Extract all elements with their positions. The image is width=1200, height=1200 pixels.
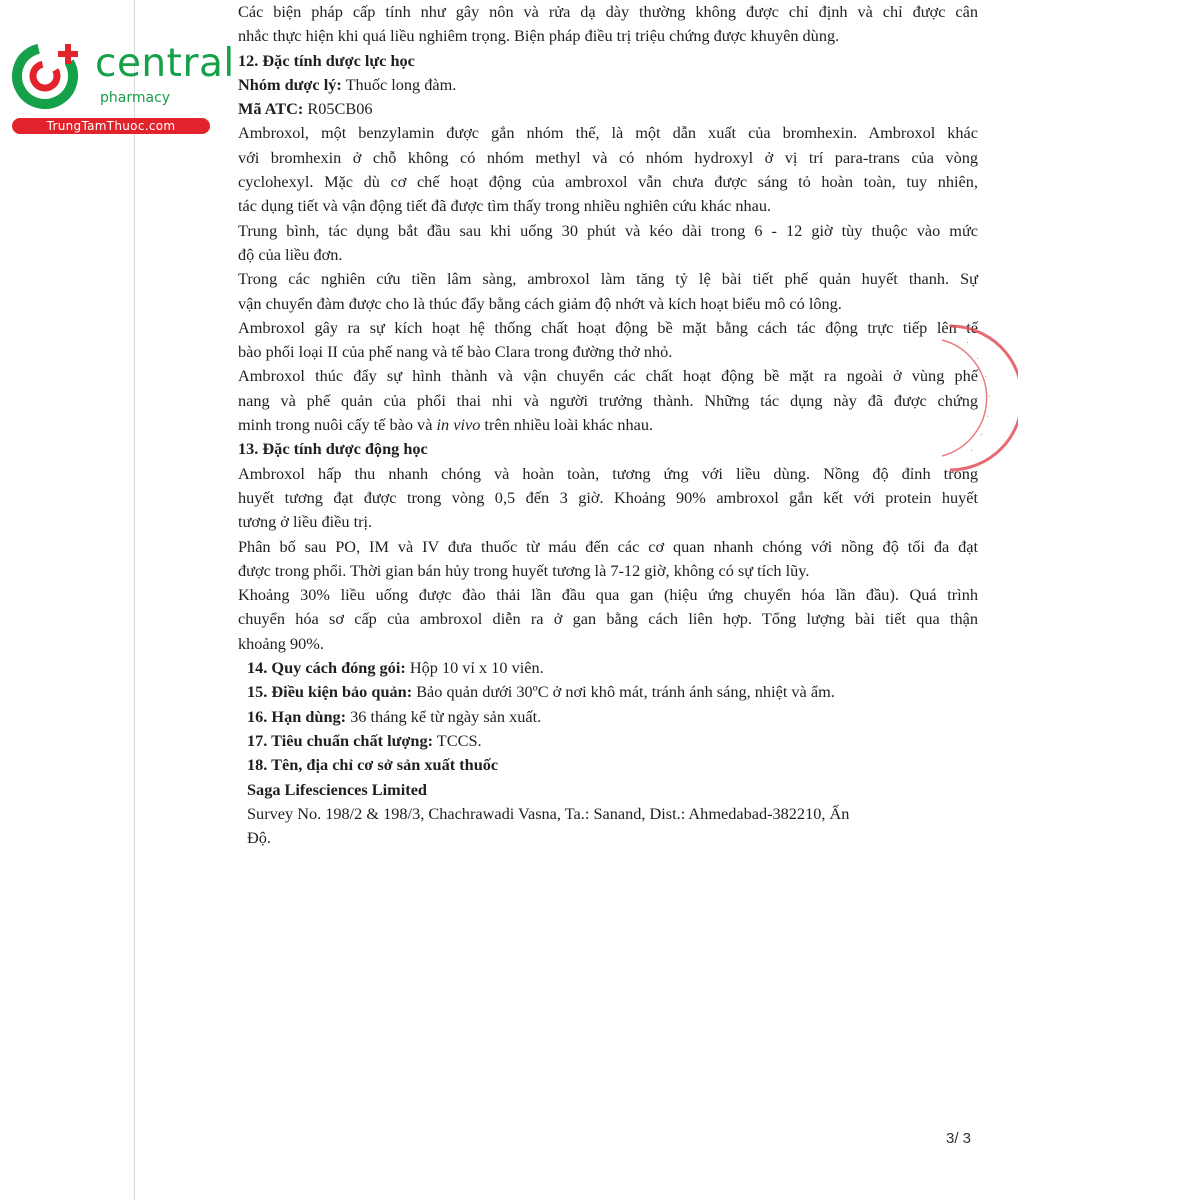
packaging-value: Hộp 10 vỉ x 10 viên. <box>405 658 544 678</box>
logo-name: central <box>95 41 235 86</box>
pk-paragraph-1-line-2: huyết tương đạt được trong vòng 0,5 đến 3 giờ. Khoảng 90% ambroxol gắn kết với protein huyết <box>238 487 978 507</box>
section-16-shelf-life <box>238 705 978 729</box>
pd-paragraph-5-line-3 <box>238 413 978 437</box>
svg-text:·: · <box>976 354 980 365</box>
packaging-label: 14. Quy cách đóng gói: <box>247 658 406 678</box>
scan-edge-line <box>134 0 135 1200</box>
pk-paragraph-3-line-2: chuyển hóa sơ cấp của ambroxol diễn ra ở gan bằng cách liên hợp. Tổng lượng bài tiết qua thận <box>238 609 978 629</box>
in-vivo-italic: in vivo <box>436 415 481 435</box>
pd-paragraph-2-line-1: Trung bình, tác dụng bắt đầu sau khi uống 30 phút và kéo dài trong 6 - 12 giờ tùy thuộc vào mức <box>238 220 978 240</box>
atc-code-value: R05CB06 <box>303 99 373 119</box>
pd-paragraph-5-line-1: Ambroxol thúc đẩy sự hình thành và vận chuyển các chất hoạt động bề mặt ra ngoài ở vùng phế <box>238 366 978 386</box>
pharmacologic-group <box>238 73 978 97</box>
svg-text:·: · <box>970 446 974 457</box>
pd-paragraph-2-line-2: độ của liều đơn. <box>238 244 343 264</box>
page-number: 3/ 3 <box>946 1130 972 1147</box>
atc-code <box>238 97 978 121</box>
section-17-quality-standard <box>238 729 978 753</box>
storage-label: 15. Điều kiện bảo quản: <box>247 682 413 702</box>
shelf-life-label: 16. Hạn dùng: <box>247 706 347 726</box>
central-pharmacy-logo[interactable] <box>10 38 235 138</box>
overdose-line-2: nhắc thực hiện khi quá liều nghiêm trọng. Biện pháp điều trị triệu chứng được khuyên dùng. <box>238 26 840 46</box>
pk-paragraph-3-line-1: Khoảng 30% liều uống được đào thải lần đầu qua gan (hiệu ứng chuyển hóa lần đầu). Quá trình <box>238 585 978 605</box>
pd-paragraph-4-line-2: bào phổi loại II của phế nang và tế bào Clara trong đường thở nhỏ. <box>238 342 673 362</box>
shelf-life-value: 36 tháng kể từ ngày sản xuất. <box>346 706 542 726</box>
pk-paragraph-2-line-2: được trong phổi. Thời gian bán hủy trong huyết tương là 7-12 giờ, không có sự tích lũy. <box>238 560 810 580</box>
logo-website-banner[interactable]: TrungTamThuoc.com <box>12 118 210 134</box>
section-15-storage <box>238 680 978 704</box>
pd-paragraph-1-line-2: với bromhexin ở chỗ không có nhóm methyl và có nhóm hydroxyl ở vị trí para-trans của vòng <box>238 147 978 167</box>
pd-paragraph-1-line-1: Ambroxol, một benzylamin được gắn nhóm thế, là một dẫn xuất của bromhexin. Ambroxol khác <box>238 123 978 143</box>
pd-paragraph-1-line-4: tác dụng tiết và vận động tiết đã được tìm thấy trong nhiều nghiên cứu khác nhau. <box>238 196 772 216</box>
quality-standard-value: TCCS. <box>433 730 482 750</box>
storage-value: Bảo quản dưới 30ºC ở nơi khô mát, tránh ánh sáng, nhiệt và ẩm. <box>412 682 835 702</box>
pk-paragraph-1-line-3: tương ở liều điều trị. <box>238 512 373 532</box>
svg-text:·: · <box>984 372 988 383</box>
pharmacologic-group-value: Thuốc long đàm. <box>341 74 457 94</box>
pd-last-line-start: minh trong nuôi cấy tế bào và <box>238 415 437 435</box>
svg-text:·: · <box>980 430 984 441</box>
pd-paragraph-5-line-2: nang và phế quản của phổi thai nhi và người trưởng thành. Những tác dụng này đã được chứng <box>238 390 978 410</box>
manufacturer-name: Saga Lifesciences Limited <box>247 779 427 799</box>
pk-paragraph-3-line-3: khoảng 90%. <box>238 633 324 653</box>
section-13-heading: 13. Đặc tính dược động học <box>238 439 428 459</box>
pd-paragraph-3-line-2: vận chuyển đàm được cho là thúc đẩy bằng cách giảm độ nhớt và kích hoạt biểu mô có lông. <box>238 293 842 313</box>
section-14-packaging <box>238 656 978 680</box>
pharmacologic-group-label: Nhóm dược lý: <box>238 74 342 94</box>
logo-subtitle: pharmacy <box>100 90 171 106</box>
pk-paragraph-2-line-1: Phân bố sau PO, IM và IV đưa thuốc từ máu đến các cơ quan nhanh chóng với nồng độ tối đa đạt <box>238 536 978 556</box>
svg-text:·: · <box>966 338 970 349</box>
atc-code-label: Mã ATC: <box>238 99 304 119</box>
pd-paragraph-1-line-3: cyclohexyl. Mặc dù cơ chế hoạt động của ambroxol vẫn chưa được sáng tỏ hoàn toàn, tuy nhiên, <box>238 172 978 192</box>
section-12-heading: 12. Đặc tính dược lực học <box>238 50 415 70</box>
manufacturer-address-line-1: Survey No. 198/2 & 198/3, Chachrawadi Vasna, Ta.: Sanand, Dist.: Ahmedabad-382210, Ấn <box>247 803 850 823</box>
pd-paragraph-4-line-1: Ambroxol gây ra sự kích hoạt hệ thống chất hoạt động bề mặt bằng cách tác động trực tiếp lên tế <box>238 317 978 337</box>
pd-paragraph-3-line-1: Trong các nghiên cứu tiền lâm sàng, ambroxol làm tăng tỷ lệ bài tiết phế quản huyết thanh. Sự <box>238 269 978 289</box>
pk-paragraph-1-line-1: Ambroxol hấp thu nhanh chóng và hoàn toàn, tương ứng với liều dùng. Nồng độ đỉnh trong <box>238 463 978 483</box>
section-18-heading: 18. Tên, địa chỉ cơ sở sản xuất thuốc <box>247 755 499 775</box>
red-stamp-seal-icon <box>938 318 1018 478</box>
document-page <box>238 0 978 850</box>
svg-text:·: · <box>986 412 990 423</box>
svg-text:·: · <box>988 392 992 403</box>
quality-standard-label: 17. Tiêu chuẩn chất lượng: <box>247 730 434 750</box>
overdose-line-1: Các biện pháp cấp tính như gây nôn và rửa dạ dày thường không được chỉ định và chỉ được cân <box>238 2 978 21</box>
manufacturer-address-line-2: Độ. <box>247 828 271 848</box>
pd-last-line-end: trên nhiều loài khác nhau. <box>480 415 654 435</box>
pharmacy-cross-logo-icon <box>10 38 88 116</box>
